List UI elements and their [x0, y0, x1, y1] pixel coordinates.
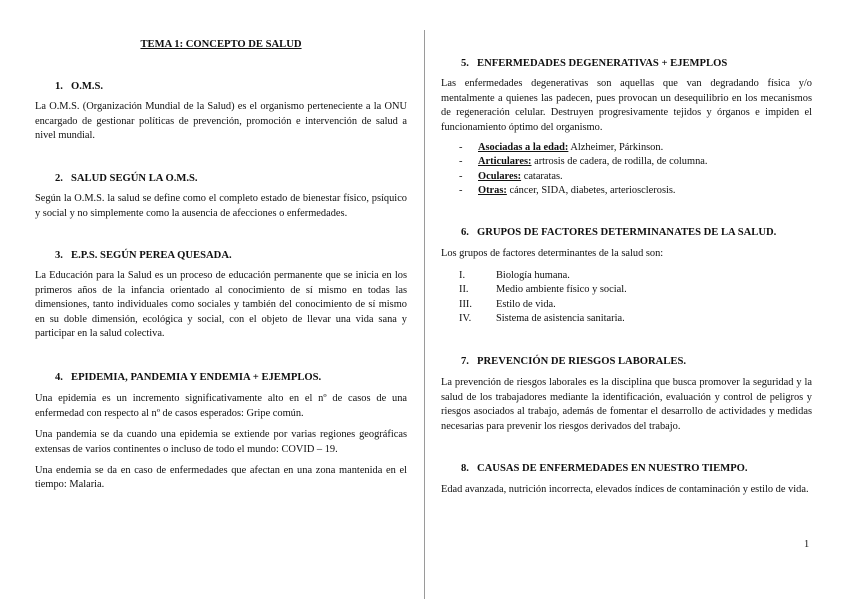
- section-number: 5.: [461, 58, 469, 69]
- roman-numeral: III.: [459, 298, 472, 310]
- section-heading: [35, 172, 407, 186]
- dash-bullet: -: [459, 185, 463, 197]
- list-item: [441, 141, 812, 155]
- list-item-text: Medio ambiente físico y social.: [496, 284, 627, 296]
- list-item: [441, 312, 812, 326]
- page-number: 1: [804, 539, 810, 550]
- section-heading: [35, 80, 407, 94]
- paragraph: Una pandemia se da cuando una epidemia se extiende por varias regiones geográficas extensas de varios continentes o incluso de todo el mundo: COVID – 19.: [35, 429, 407, 455]
- section-3: [35, 249, 407, 341]
- paragraph: Una endemia se da en caso de enfermedades que afectan en una zona mantenida en el tiempo: Malaria.: [35, 465, 407, 491]
- list-item-text: Alzheimer, Párkinson.: [568, 142, 664, 154]
- section-heading-text: CAUSAS DE ENFERMEDADES EN NUESTRO TIEMPO.: [477, 463, 748, 474]
- list-item: [441, 155, 812, 169]
- list-item-label: Oculares:: [478, 170, 522, 182]
- paragraph: La Educación para la Salud es un proceso de educación permanente que se inicia en los primeros años de la infancia orientado al conocimiento de sí mismo en todas las dimensiones, tanto individuales como sociales y también del conocimiento de sí mismo en su doble dimensión, ecológica y social, con el objeto de llevar una vida sana y participar en la salud colectiva.: [35, 270, 407, 340]
- dash-bullet: -: [459, 142, 463, 154]
- section-heading-text: PREVENCIÓN DE RIESGOS LABORALES.: [477, 356, 686, 367]
- section-heading: [35, 249, 407, 263]
- section-number: 3.: [55, 250, 63, 261]
- section-4: [35, 371, 407, 493]
- paragraph: Edad avanzada, nutrición incorrecta, elevados índices de contaminación y estilo de vida.: [441, 484, 809, 496]
- section-heading-text: O.M.S.: [71, 81, 104, 92]
- section-1: [35, 80, 407, 144]
- list-item-text: cataratas.: [521, 170, 563, 182]
- roman-numeral: IV.: [459, 313, 472, 325]
- list-item: [441, 283, 812, 297]
- section-heading-text: GRUPOS DE FACTORES DETERMINANATES DE LA SALUD.: [477, 227, 777, 238]
- section-heading: [35, 371, 407, 385]
- list-item-text: Estilo de vida.: [496, 298, 556, 310]
- roman-numeral: I.: [459, 269, 466, 281]
- paragraph: Una epidemia es un incremento significativamente alto en el nº de casos de una enfermedad con respecto al nº de casos esperados: Gripe común.: [35, 393, 407, 419]
- section-heading: [441, 226, 812, 240]
- degenerative-list: [441, 141, 812, 199]
- list-item-text: Biología humana.: [496, 269, 570, 281]
- section-7: [441, 355, 812, 434]
- paragraph: La prevención de riesgos laborales es la disciplina que busca promover la seguridad y la salud de los trabajadores mediante la identificación, evaluación y control de peligros y riesgos asociados al trabajo, además de fomentar el desarrollo de actividades y medidas necesarias para prevenir los riesgos derivados del trabajo.: [441, 377, 812, 432]
- paragraph: Las enfermedades degenerativas son aquellas que van degradando física y/o mentalmente a quienes las padecen, pues provocan un desequilibrio en los mecanismos de regeneración celular. Destruyen progresivamente tejidos y órganos e impiden el funcionamiento óptimo del organismo.: [441, 78, 812, 133]
- list-item-label: Articulares:: [478, 156, 532, 168]
- section-heading-text: E.P.S. SEGÚN PEREA QUESADA.: [71, 250, 232, 261]
- section-number: 1.: [55, 81, 63, 92]
- section-number: 6.: [461, 227, 469, 238]
- dash-bullet: -: [459, 170, 463, 182]
- section-number: 2.: [55, 173, 63, 184]
- list-item: [441, 170, 812, 184]
- roman-numeral: II.: [459, 284, 469, 296]
- section-heading-text: EPIDEMIA, PANDEMIA Y ENDEMIA + EJEMPLOS.: [71, 372, 322, 383]
- list-item: [441, 269, 812, 283]
- section-heading-text: ENFERMEDADES DEGENERATIVAS + EJEMPLOS: [477, 58, 728, 69]
- list-item-label: Otras:: [478, 185, 507, 197]
- section-6: [441, 226, 812, 326]
- section-heading: [441, 57, 812, 71]
- paragraph: Según la O.M.S. la salud se define como el completo estado de bienestar físico, psíquico y social y no simplemente como la ausencia de afecciones o enfermedades.: [35, 193, 407, 219]
- section-2: [35, 172, 407, 221]
- column-divider: [424, 30, 425, 599]
- section-heading: [441, 355, 812, 369]
- list-item: [441, 184, 812, 198]
- document-title: TEMA 1: CONCEPTO DE SALUD: [140, 39, 302, 50]
- list-item: [441, 298, 812, 312]
- section-5: [441, 57, 812, 199]
- list-item-text: Sistema de asistencia sanitaria.: [496, 313, 625, 325]
- section-heading: [441, 462, 812, 476]
- section-number: 4.: [55, 372, 63, 383]
- section-8: [441, 462, 812, 498]
- dash-bullet: -: [459, 156, 463, 168]
- paragraph: Los grupos de factores determinantes de la salud son:: [441, 248, 664, 260]
- section-number: 8.: [461, 463, 469, 474]
- factors-list: [441, 269, 812, 327]
- paragraph: La O.M.S. (Organización Mundial de la Salud) es el organismo perteneciente a la ONU encargado de gestionar políticas de prevención, promoción e intervención de salud a nivel mundial.: [35, 101, 407, 142]
- section-number: 7.: [461, 356, 469, 367]
- list-item-text: cáncer, SIDA, diabetes, arteriosclerosis.: [506, 185, 676, 197]
- list-item-label: Asociadas a la edad:: [478, 142, 569, 154]
- section-heading-text: SALUD SEGÚN LA O.M.S.: [71, 173, 198, 184]
- list-item-text: artrosis de cadera, de rodilla, de columna.: [531, 156, 708, 168]
